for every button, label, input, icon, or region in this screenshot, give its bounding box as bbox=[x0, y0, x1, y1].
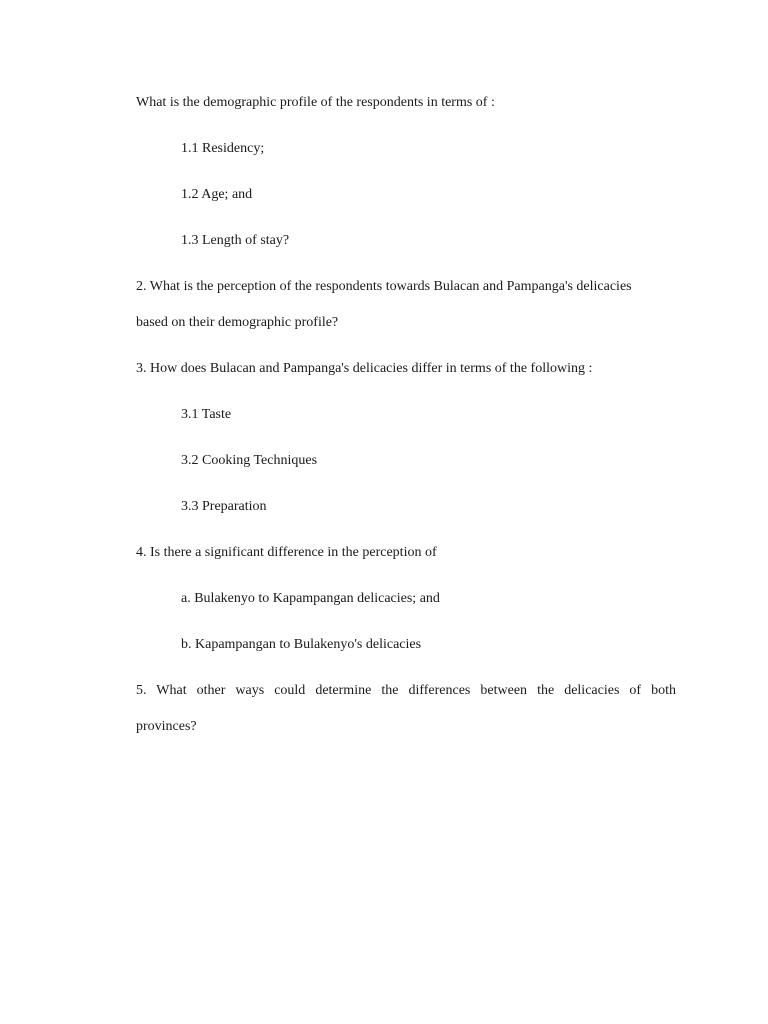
question-3-item-cooking-techniques: 3.2 Cooking Techniques bbox=[181, 453, 318, 468]
question-1-text: What is the demographic profile of the respondents in terms of : bbox=[136, 95, 495, 110]
question-1-item-length-of-stay: 1.3 Length of stay? bbox=[181, 233, 290, 248]
question-5-line-1 bbox=[136, 682, 676, 700]
question-4-item-a: a. Bulakenyo to Kapampangan delicacies; and bbox=[181, 591, 440, 606]
question-4-item-b: b. Kapampangan to Bulakenyo's delicacies bbox=[181, 637, 422, 652]
question-3-item-preparation: 3.3 Preparation bbox=[181, 499, 267, 514]
question-4-text: 4. Is there a significant difference in the perception of bbox=[136, 545, 437, 560]
question-1-item-age: 1.2 Age; and bbox=[181, 187, 253, 202]
question-2-line-1: 2. What is the perception of the respondents towards Bulacan and Pampanga's delicacies bbox=[136, 279, 632, 294]
question-3-text: 3. How does Bulacan and Pampanga's delicacies differ in terms of the following : bbox=[136, 361, 593, 376]
question-2-line-2: based on their demographic profile? bbox=[136, 315, 339, 330]
question-3-item-taste: 3.1 Taste bbox=[181, 407, 232, 422]
question-5-line-1-text: 5. What other ways could determine the differences between the delicacies of both bbox=[136, 683, 676, 698]
question-5-line-2: provinces? bbox=[136, 719, 197, 734]
question-1-item-residency: 1.1 Residency; bbox=[181, 141, 265, 156]
